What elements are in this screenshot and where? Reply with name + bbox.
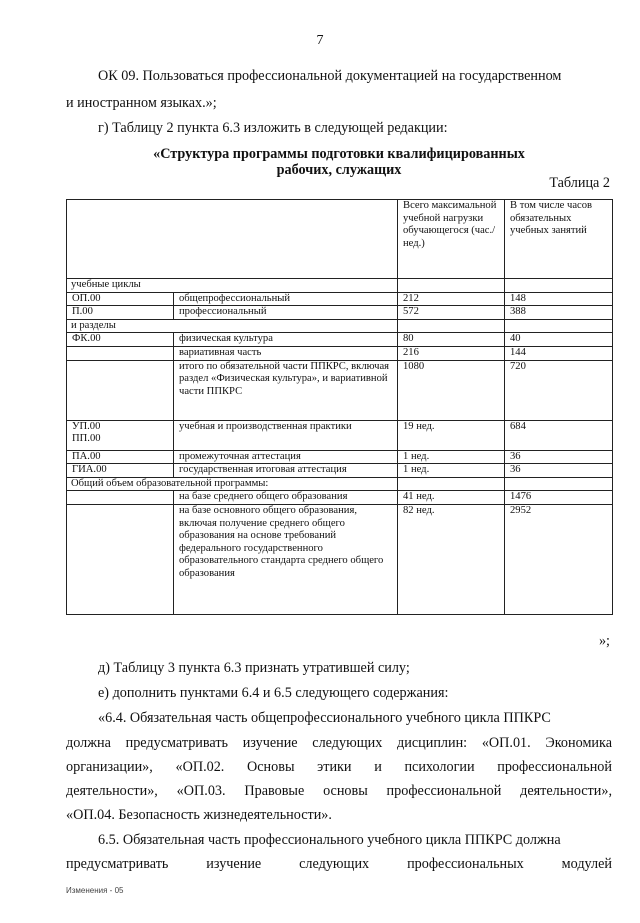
section-cycles: учебные циклы (67, 279, 398, 293)
total-cell: 41 нед. (398, 491, 505, 505)
p64-line-5: «ОП.04. Безопасность жизнедеятельности». (66, 807, 332, 823)
header-mandatory: В том числе часов обязательных учебных занятий (505, 200, 613, 279)
total-cell: 212 (398, 292, 505, 306)
table-row (67, 420, 613, 450)
total-cell: 19 нед. (398, 420, 505, 450)
table-header-row (67, 200, 613, 279)
name-cell: на базе основного общего образования, включая получение среднего общего образования на основе требований федерального государственного образовательного стандарта среднего общего образования (174, 504, 398, 614)
item-g: г) Таблицу 2 пункта 6.3 изложить в следующей редакции: (98, 120, 448, 136)
table-row (67, 477, 613, 491)
footer-note: Изменения - 05 (66, 886, 124, 895)
name-cell: физическая культура (174, 333, 398, 347)
name-cell: вариативная часть (174, 346, 398, 360)
code-cell (67, 346, 174, 360)
total-cell: 1080 (398, 360, 505, 420)
name-cell: профессиональный (174, 306, 398, 320)
name-cell: на базе среднего общего образования (174, 491, 398, 505)
ok09-line-1: ОК 09. Пользоваться профессиональной документацией на государственном (98, 68, 562, 84)
p64-line-4: деятельности», «ОП.03. Правовые основы профессиональной деятельности», (66, 783, 612, 799)
table-row (67, 504, 613, 614)
p65-line-1: 6.5. Обязательная часть профессионального учебного цикла ППКРС должна (98, 832, 561, 848)
name-cell: учебная и производственная практики (174, 420, 398, 450)
p64-line-3: организации», «ОП.02. Основы этики и психологии профессиональной (66, 759, 612, 775)
p64-line-1: «6.4. Обязательная часть общепрофессионального учебного цикла ППКРС (98, 710, 551, 726)
name-cell: промежуточная аттестация (174, 450, 398, 464)
item-e: е) дополнить пунктами 6.4 и 6.5 следующего содержания: (98, 685, 449, 701)
total-cell: 216 (398, 346, 505, 360)
section-parts: и разделы (67, 319, 398, 333)
table-row (67, 464, 613, 478)
p65-line-2: предусматривать изучение следующих профессиональных модулей (66, 856, 612, 872)
name-cell: общепрофессиональный (174, 292, 398, 306)
mandatory-cell: 144 (505, 346, 613, 360)
mandatory-cell: 148 (505, 292, 613, 306)
table-row (67, 319, 613, 333)
table-row (67, 292, 613, 306)
table-label: Таблица 2 (549, 175, 610, 191)
table-row (67, 491, 613, 505)
total-cell: 80 (398, 333, 505, 347)
total-cell: 82 нед. (398, 504, 505, 614)
total-cell: 1 нед. (398, 450, 505, 464)
header-empty-cell (67, 200, 398, 279)
section-heading-line-1: «Структура программы подготовки квалифицированных (153, 146, 525, 162)
mandatory-cell: 388 (505, 306, 613, 320)
p64-line-2: должна предусматривать изучение следующих дисциплин: «ОП.01. Экономика (66, 735, 612, 751)
table-row (67, 360, 613, 420)
mandatory-cell: 2952 (505, 504, 613, 614)
item-d: д) Таблицу 3 пункта 6.3 признать утратившей силу; (98, 660, 410, 676)
code-cell: П.00 (67, 306, 174, 320)
mandatory-cell: 36 (505, 450, 613, 464)
code-cell: ОП.00 (67, 292, 174, 306)
structure-table (66, 199, 613, 615)
total-cell: 1 нед. (398, 464, 505, 478)
table-row (67, 346, 613, 360)
ok09-line-2: и иностранном языках.»; (66, 95, 217, 111)
code-cell: ГИА.00 (67, 464, 174, 478)
mandatory-cell: 40 (505, 333, 613, 347)
mandatory-cell: 36 (505, 464, 613, 478)
code-cell (67, 420, 174, 450)
mandatory-cell: 684 (505, 420, 613, 450)
total-cell: 572 (398, 306, 505, 320)
mandatory-cell: 720 (505, 360, 613, 420)
name-cell: итого по обязательной части ППКРС, включая раздел «Физическая культура», и вариативной части ППКРС (174, 360, 398, 420)
table-row (67, 306, 613, 320)
code-cell (67, 360, 174, 420)
code-cell: ПА.00 (67, 450, 174, 464)
code-pp00: ПП.00 (72, 433, 101, 445)
name-cell: государственная итоговая аттестация (174, 464, 398, 478)
table-closing-quote: »; (598, 633, 610, 649)
code-up00: УП.00 (72, 420, 101, 432)
section-heading-line-2: рабочих, служащих (276, 162, 402, 178)
mandatory-cell: 1476 (505, 491, 613, 505)
code-cell: ФК.00 (67, 333, 174, 347)
page-number: 7 (316, 33, 324, 48)
header-total: Всего максимальной учебной нагрузки обучающегося (час./нед.) (398, 200, 505, 279)
table-row (67, 279, 613, 293)
table-row (67, 333, 613, 347)
section-total: Общий объем образовательной программы: (67, 477, 398, 491)
table-row (67, 450, 613, 464)
